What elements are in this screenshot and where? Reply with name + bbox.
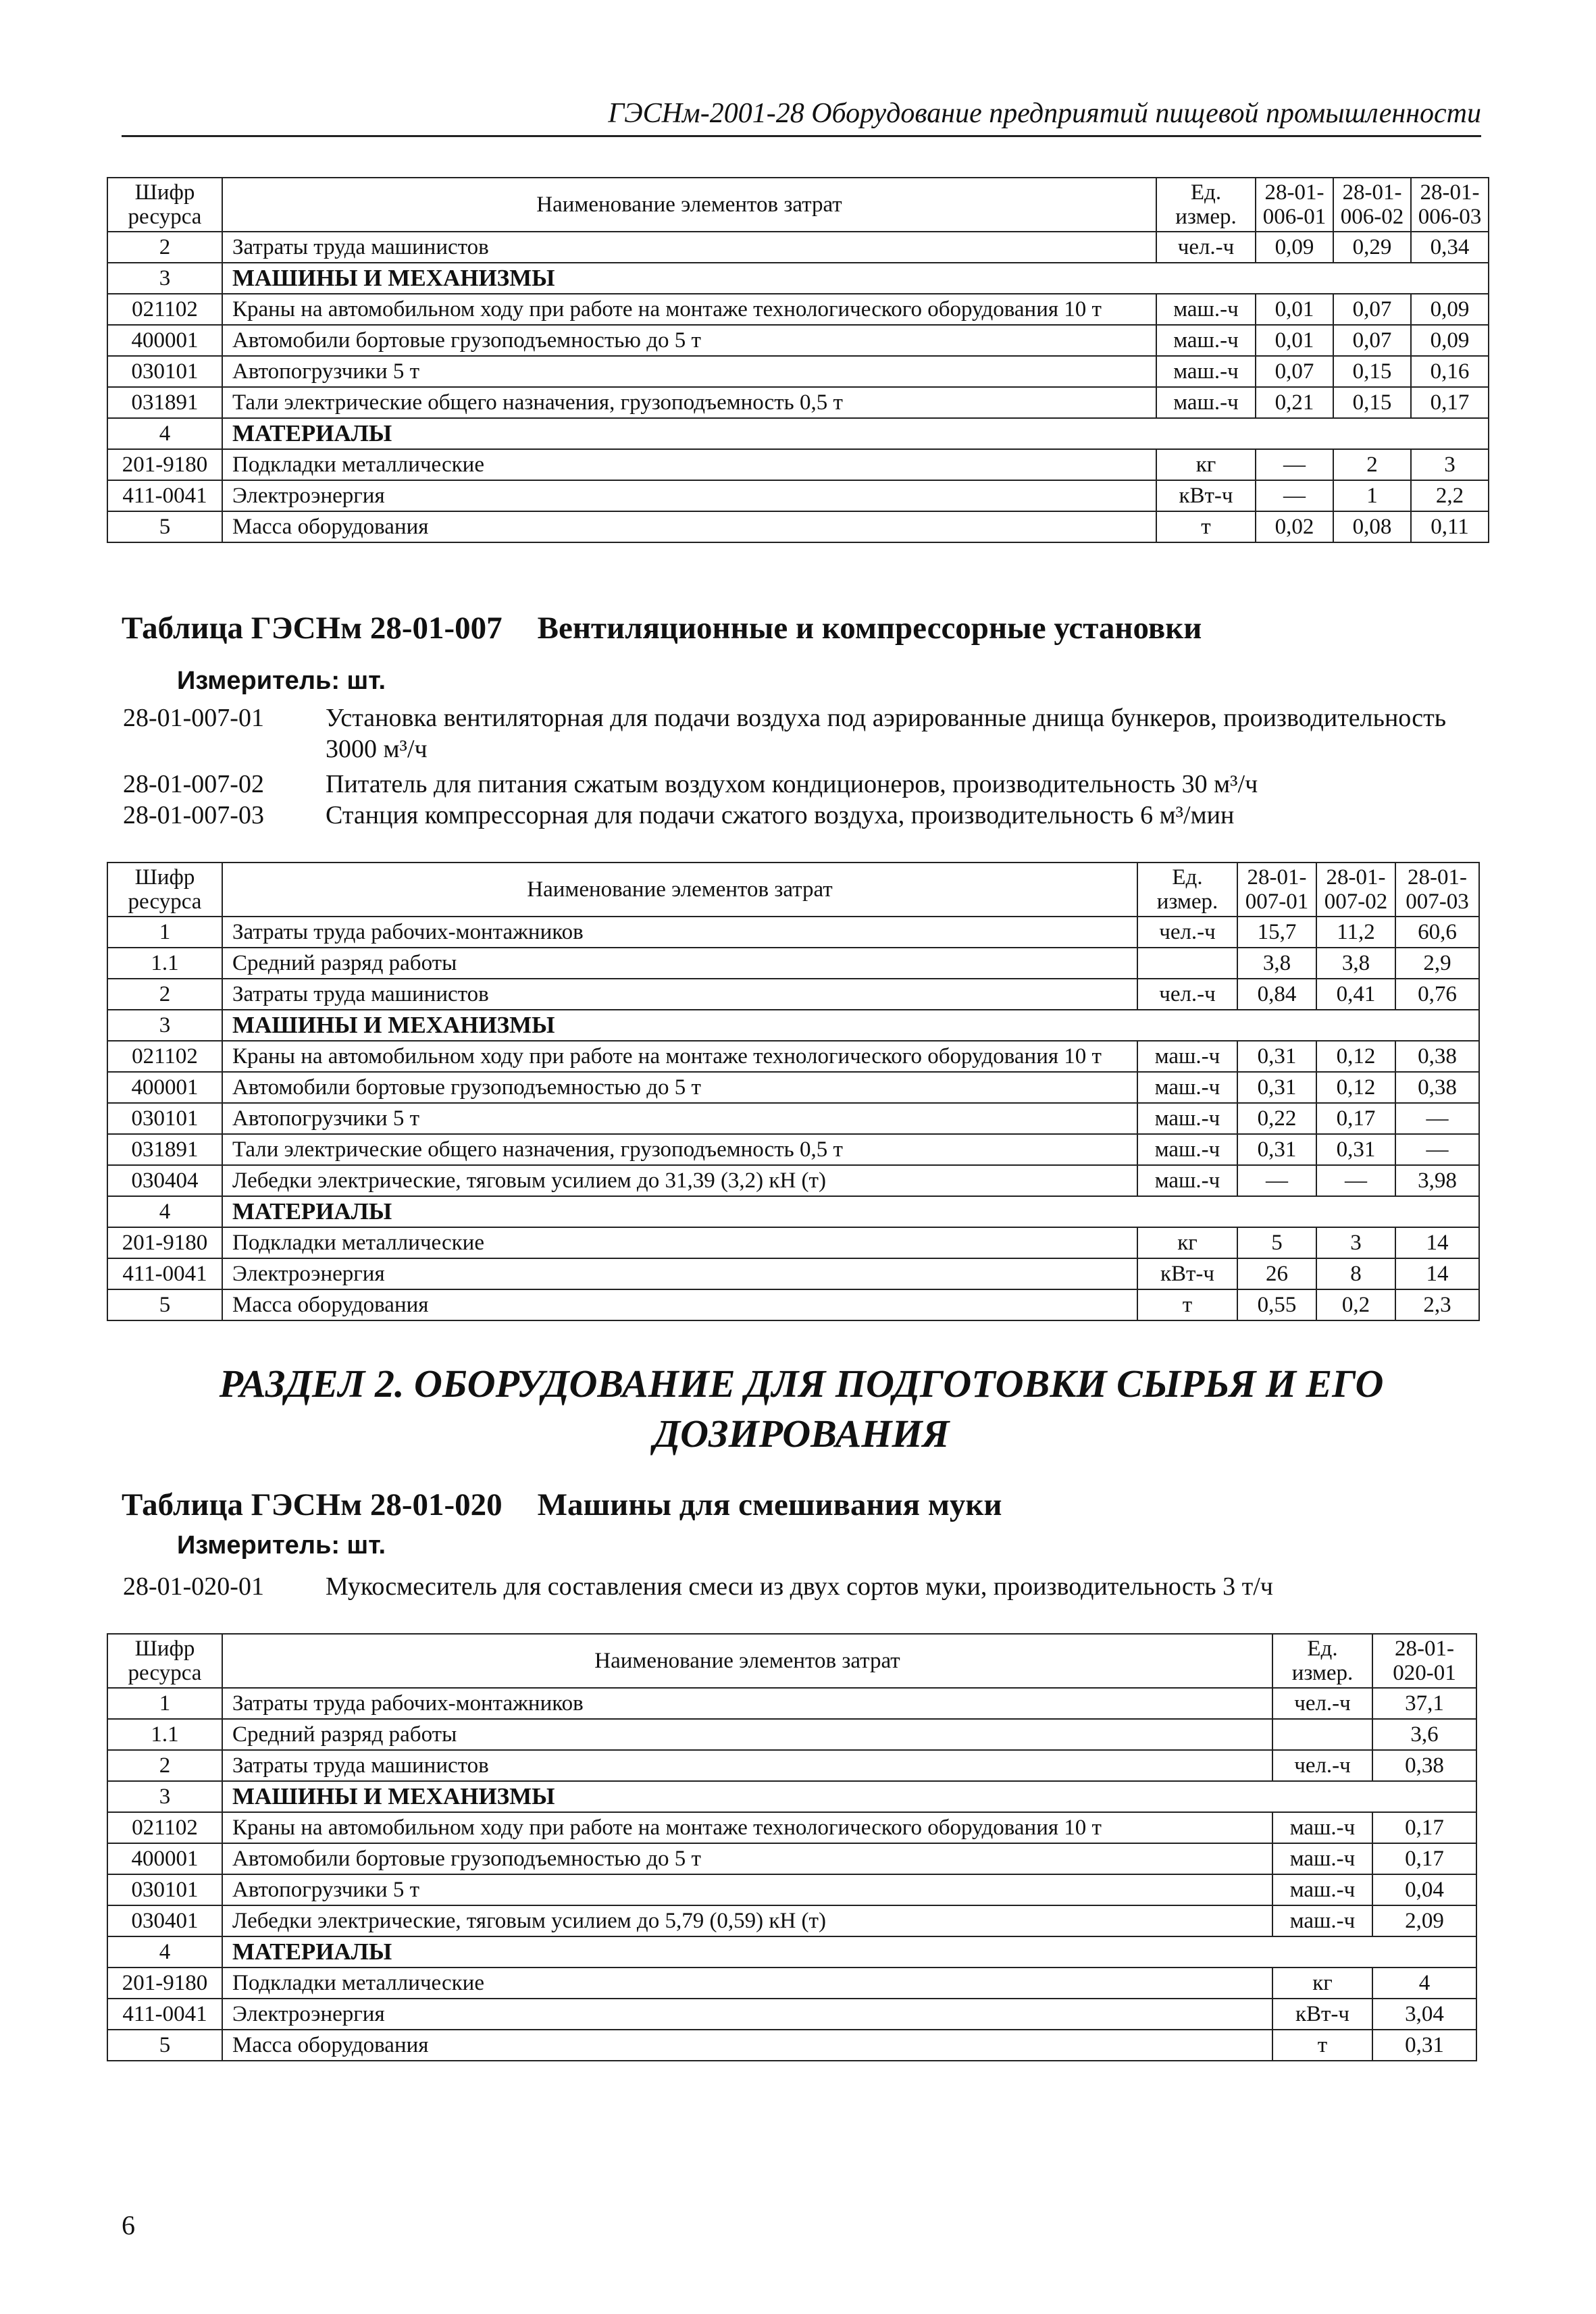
norm-value: 0,38 (1372, 1750, 1476, 1781)
norm-value: 0,09 (1411, 294, 1489, 325)
item-desc: Установка вентиляторная для подачи воздуха под аэрированные днища бункеров, производительность 3000 м³/ч (326, 704, 1447, 763)
norm-value: 0,04 (1372, 1874, 1476, 1905)
col-header-unit-top: Ед. (1190, 180, 1222, 205)
resource-code: 2 (107, 979, 222, 1010)
resource-name: Автопогрузчики 5 т (222, 356, 1156, 387)
resource-name: Средний разряд работы (222, 1719, 1272, 1750)
unit: т (1156, 511, 1256, 542)
norm-value: 3,04 (1372, 1999, 1476, 2030)
norm-value: 0,01 (1256, 325, 1333, 356)
section-row (107, 263, 1489, 294)
item-code: 28-01-020-01 (123, 1572, 264, 1601)
resource-name: Затраты труда машинистов (222, 232, 1156, 263)
table-020-name: Машины для смешивания муки (537, 1487, 1002, 1522)
norm-value: — (1256, 449, 1333, 480)
norm-value: 2 (1333, 449, 1411, 480)
resource-code: 411-0041 (107, 1999, 222, 2030)
table-row (107, 511, 1489, 542)
norm-value: 0,38 (1395, 1041, 1479, 1072)
unit: маш.-ч (1156, 325, 1256, 356)
unit: маш.-ч (1137, 1103, 1237, 1134)
norm-value: 0,55 (1237, 1289, 1316, 1320)
col-header-norm (1237, 863, 1316, 917)
unit: маш.-ч (1272, 1905, 1372, 1936)
table-row (107, 1227, 1479, 1258)
table-row (107, 948, 1479, 979)
resource-name: Затраты труда машинистов (222, 1750, 1272, 1781)
section-name: МАШИНЫ И МЕХАНИЗМЫ (222, 263, 1489, 294)
table-row (107, 449, 1489, 480)
col-header-code-top: Шифр (134, 865, 195, 890)
resource-code: 021102 (107, 1812, 222, 1843)
resource-name: Краны на автомобильном ходу при работе на монтаже технологического оборудования 10 т (222, 1812, 1272, 1843)
table-row (107, 480, 1489, 511)
unit: чел.-ч (1137, 979, 1237, 1010)
norm-value: 0,15 (1333, 356, 1411, 387)
unit: кг (1137, 1227, 1237, 1258)
resource-code: 4 (107, 1936, 222, 1968)
table-row (107, 979, 1479, 1010)
resource-code: 031891 (107, 1134, 222, 1165)
unit: кг (1156, 449, 1256, 480)
table-row (107, 1968, 1476, 1999)
unit: маш.-ч (1137, 1134, 1237, 1165)
col-header-unit (1156, 178, 1256, 232)
section-name: МАШИНЫ И МЕХАНИЗМЫ (222, 1781, 1476, 1812)
unit: чел.-ч (1272, 1750, 1372, 1781)
resource-code: 021102 (107, 1041, 222, 1072)
col-header-code-bottom: ресурса (128, 205, 202, 229)
resource-code: 1.1 (107, 948, 222, 979)
section-name: МАТЕРИАЛЫ (222, 418, 1489, 449)
norm-value: 0,22 (1237, 1103, 1316, 1134)
resource-name: Автопогрузчики 5 т (222, 1874, 1272, 1905)
table-006 (107, 177, 1489, 543)
resource-name: Затраты труда рабочих-монтажников (222, 1688, 1272, 1719)
resource-code: 030101 (107, 1874, 222, 1905)
norm-value: — (1256, 480, 1333, 511)
section-row (107, 1781, 1476, 1812)
norm-value: 0,02 (1256, 511, 1333, 542)
norm-value: 0,07 (1256, 356, 1333, 387)
table-row (107, 356, 1489, 387)
table-020-item-1 (123, 1571, 1481, 1602)
resource-name: Масса оборудования (222, 2030, 1272, 2061)
norm-value: 2,2 (1411, 480, 1489, 511)
resource-name: Подкладки металлические (222, 1227, 1137, 1258)
resource-code: 030101 (107, 1103, 222, 1134)
resource-code: 030101 (107, 356, 222, 387)
resource-code: 400001 (107, 1843, 222, 1874)
resource-code: 400001 (107, 325, 222, 356)
norm-value: 0,01 (1256, 294, 1333, 325)
table-row (107, 1041, 1479, 1072)
resource-code: 5 (107, 2030, 222, 2061)
table-row (107, 1289, 1479, 1320)
norm-value: 0,17 (1411, 387, 1489, 418)
unit: маш.-ч (1272, 1874, 1372, 1905)
table-020-title (122, 1485, 1002, 1525)
resource-code: 5 (107, 511, 222, 542)
norm-value: — (1316, 1165, 1395, 1196)
table-row (107, 1072, 1479, 1103)
table-row (107, 1103, 1479, 1134)
resource-code: 5 (107, 1289, 222, 1320)
table-header-row (107, 1634, 1476, 1688)
resource-code: 3 (107, 1781, 222, 1812)
table-row (107, 917, 1479, 948)
header-title: ГЭСНм-2001-28 Оборудование предприятий пищевой промышленности (608, 98, 1481, 129)
section-2-heading (122, 1359, 1481, 1459)
resource-code: 030401 (107, 1905, 222, 1936)
resource-code: 030404 (107, 1165, 222, 1196)
unit: чел.-ч (1156, 232, 1256, 263)
table-header-row (107, 178, 1489, 232)
resource-name: Масса оборудования (222, 511, 1156, 542)
section-2-line-1: РАЗДЕЛ 2. ОБОРУДОВАНИЕ ДЛЯ ПОДГОТОВКИ СЫРЬЯ И ЕГО (219, 1362, 1384, 1406)
norm-value: 4 (1372, 1968, 1476, 1999)
table-header-row (107, 863, 1479, 917)
norm-code-top: 28-01- (1247, 865, 1307, 890)
unit: маш.-ч (1137, 1072, 1237, 1103)
item-code: 28-01-007-02 (123, 770, 264, 798)
section-row (107, 1196, 1479, 1227)
col-header-name: Наименование элементов затрат (222, 863, 1137, 917)
norm-value: — (1395, 1134, 1479, 1165)
norm-value: 0,29 (1333, 232, 1411, 263)
norm-value: 0,17 (1372, 1843, 1476, 1874)
resource-name: Лебедки электрические, тяговым усилием до 5,79 (0,59) кН (т) (222, 1905, 1272, 1936)
unit: кВт-ч (1137, 1258, 1237, 1289)
norm-code-top: 28-01- (1395, 1637, 1454, 1661)
unit: маш.-ч (1137, 1041, 1237, 1072)
col-header-unit-bottom: измер. (1175, 205, 1237, 229)
norm-value: 0,17 (1316, 1103, 1395, 1134)
resource-name: Автомобили бортовые грузоподъемностью до 5 т (222, 325, 1156, 356)
table-007-name: Вентиляционные и компрессорные установки (537, 611, 1202, 646)
resource-code: 021102 (107, 294, 222, 325)
resource-code: 201-9180 (107, 1968, 222, 1999)
norm-code-top: 28-01- (1408, 865, 1467, 890)
table-row (107, 1843, 1476, 1874)
unit (1137, 948, 1237, 979)
norm-value: 0,41 (1316, 979, 1395, 1010)
resource-code: 1 (107, 1688, 222, 1719)
col-header-unit-bottom: измер. (1156, 890, 1218, 914)
resource-name: Лебедки электрические, тяговым усилием до 31,39 (3,2) кН (т) (222, 1165, 1137, 1196)
resource-name: Электроэнергия (222, 1999, 1272, 2030)
col-header-unit-top: Ед. (1307, 1637, 1338, 1661)
table-row (107, 2030, 1476, 2061)
table-row (107, 1719, 1476, 1750)
unit: маш.-ч (1272, 1812, 1372, 1843)
section-name: МАТЕРИАЛЫ (222, 1936, 1476, 1968)
norm-value: 0,84 (1237, 979, 1316, 1010)
norm-value: 0,15 (1333, 387, 1411, 418)
norm-value: 0,09 (1256, 232, 1333, 263)
norm-code-bottom: 020-01 (1393, 1661, 1456, 1685)
table-007-code: Таблица ГЭСНм 28-01-007 (122, 611, 503, 646)
norm-value: 0,76 (1395, 979, 1479, 1010)
resource-name: Автомобили бортовые грузоподъемностью до 5 т (222, 1843, 1272, 1874)
resource-code: 1 (107, 917, 222, 948)
col-header-norm (1395, 863, 1479, 917)
norm-value: 0,11 (1411, 511, 1489, 542)
resource-code: 3 (107, 1010, 222, 1041)
norm-value: 0,09 (1411, 325, 1489, 356)
norm-value: 3,6 (1372, 1719, 1476, 1750)
section-2-line-2: ДОЗИРОВАНИЯ (653, 1412, 950, 1456)
table-row (107, 294, 1489, 325)
norm-value: 3,8 (1237, 948, 1316, 979)
resource-name: Подкладки металлические (222, 1968, 1272, 1999)
resource-code: 3 (107, 263, 222, 294)
table-row (107, 232, 1489, 263)
section-name: МАТЕРИАЛЫ (222, 1196, 1479, 1227)
table-007-item-3 (123, 800, 1481, 831)
col-header-norm (1411, 178, 1489, 232)
norm-code-bottom: 006-02 (1340, 205, 1404, 229)
norm-value: 26 (1237, 1258, 1316, 1289)
section-row (107, 1010, 1479, 1041)
resource-name: Электроэнергия (222, 1258, 1137, 1289)
norm-value: 0,31 (1237, 1041, 1316, 1072)
table-row (107, 1165, 1479, 1196)
norm-value: 8 (1316, 1258, 1395, 1289)
col-header-code-top: Шифр (134, 1637, 195, 1661)
norm-value: 1 (1333, 480, 1411, 511)
norm-value: — (1395, 1103, 1479, 1134)
norm-value: 3 (1411, 449, 1489, 480)
norm-value: 0,31 (1237, 1134, 1316, 1165)
running-header (122, 95, 1481, 137)
norm-value: 14 (1395, 1227, 1479, 1258)
resource-name: Тали электрические общего назначения, грузоподъемность 0,5 т (222, 387, 1156, 418)
table-row (107, 1812, 1476, 1843)
col-header-unit (1272, 1634, 1372, 1688)
resource-name: Автопогрузчики 5 т (222, 1103, 1137, 1134)
norm-value: 15,7 (1237, 917, 1316, 948)
table-row (107, 387, 1489, 418)
item-desc: Станция компрессорная для подачи сжатого воздуха, производительность 6 м³/мин (326, 801, 1235, 829)
norm-code-top: 28-01- (1326, 865, 1386, 890)
unit: маш.-ч (1272, 1843, 1372, 1874)
norm-value: 0,31 (1372, 2030, 1476, 2061)
norm-value: 2,09 (1372, 1905, 1476, 1936)
unit: чел.-ч (1272, 1688, 1372, 1719)
unit: т (1137, 1289, 1237, 1320)
norm-value: 14 (1395, 1258, 1479, 1289)
norm-value: 0,31 (1237, 1072, 1316, 1103)
table-020 (107, 1633, 1477, 2061)
unit: кВт-ч (1156, 480, 1256, 511)
col-header-code (107, 178, 222, 232)
resource-name: Краны на автомобильном ходу при работе на монтаже технологического оборудования 10 т (222, 1041, 1137, 1072)
resource-code: 1.1 (107, 1719, 222, 1750)
unit (1272, 1719, 1372, 1750)
norm-value: 0,2 (1316, 1289, 1395, 1320)
norm-value: 0,31 (1316, 1134, 1395, 1165)
col-header-norm (1333, 178, 1411, 232)
unit: маш.-ч (1156, 387, 1256, 418)
resource-name: Затраты труда машинистов (222, 979, 1137, 1010)
norm-value: 0,12 (1316, 1072, 1395, 1103)
table-row (107, 1905, 1476, 1936)
table-007-measure: Измеритель: шт. (177, 667, 386, 695)
norm-code-bottom: 007-02 (1324, 890, 1388, 914)
resource-code: 2 (107, 232, 222, 263)
norm-code-top: 28-01- (1264, 180, 1324, 205)
norm-value: 0,12 (1316, 1041, 1395, 1072)
norm-value: 3,98 (1395, 1165, 1479, 1196)
resource-code: 201-9180 (107, 1227, 222, 1258)
table-007-item-1 (123, 702, 1481, 765)
resource-name: Тали электрические общего назначения, грузоподъемность 0,5 т (222, 1134, 1137, 1165)
unit: маш.-ч (1156, 356, 1256, 387)
unit: т (1272, 2030, 1372, 2061)
norm-value: 60,6 (1395, 917, 1479, 948)
norm-code-top: 28-01- (1420, 180, 1480, 205)
col-header-unit (1137, 863, 1237, 917)
page-number: 6 (122, 2210, 135, 2240)
table-020-measure: Измеритель: шт. (177, 1531, 386, 1560)
table-row (107, 1874, 1476, 1905)
unit: кВт-ч (1272, 1999, 1372, 2030)
resource-code: 400001 (107, 1072, 222, 1103)
col-header-code-bottom: ресурса (128, 890, 202, 914)
table-row (107, 1688, 1476, 1719)
col-header-code (107, 863, 222, 917)
resource-name: Автомобили бортовые грузоподъемностью до 5 т (222, 1072, 1137, 1103)
resource-code: 031891 (107, 387, 222, 418)
item-desc: Питатель для питания сжатым воздухом кондиционеров, производительность 30 м³/ч (326, 770, 1258, 798)
resource-name: Средний разряд работы (222, 948, 1137, 979)
norm-code-bottom: 006-01 (1262, 205, 1327, 229)
table-row (107, 1258, 1479, 1289)
norm-code-bottom: 007-03 (1406, 890, 1469, 914)
resource-code: 201-9180 (107, 449, 222, 480)
resource-code: 2 (107, 1750, 222, 1781)
item-desc: Мукосмеситель для составления смеси из двух сортов муки, производительность 3 т/ч (326, 1572, 1273, 1601)
col-header-code (107, 1634, 222, 1688)
resource-name: Затраты труда рабочих-монтажников (222, 917, 1137, 948)
norm-value: 2,3 (1395, 1289, 1479, 1320)
norm-value: 37,1 (1372, 1688, 1476, 1719)
col-header-name: Наименование элементов затрат (222, 1634, 1272, 1688)
table-020-code: Таблица ГЭСНм 28-01-020 (122, 1487, 503, 1522)
table-row (107, 1750, 1476, 1781)
norm-value: 3 (1316, 1227, 1395, 1258)
norm-value: 0,34 (1411, 232, 1489, 263)
norm-code-bottom: 007-01 (1245, 890, 1309, 914)
table-row (107, 325, 1489, 356)
norm-value: 11,2 (1316, 917, 1395, 948)
norm-value: 0,07 (1333, 294, 1411, 325)
section-name: МАШИНЫ И МЕХАНИЗМЫ (222, 1010, 1479, 1041)
unit: чел.-ч (1137, 917, 1237, 948)
norm-value: 3,8 (1316, 948, 1395, 979)
unit: кг (1272, 1968, 1372, 1999)
norm-value: 2,9 (1395, 948, 1479, 979)
norm-code-bottom: 006-03 (1418, 205, 1482, 229)
norm-value: 0,38 (1395, 1072, 1479, 1103)
col-header-unit-top: Ед. (1172, 865, 1203, 890)
norm-value: 0,16 (1411, 356, 1489, 387)
section-row (107, 1936, 1476, 1968)
col-header-unit-bottom: измер. (1291, 1661, 1354, 1685)
col-header-norm (1256, 178, 1333, 232)
norm-code-top: 28-01- (1342, 180, 1402, 205)
resource-name: Электроэнергия (222, 480, 1156, 511)
table-row (107, 1134, 1479, 1165)
table-row (107, 1999, 1476, 2030)
col-header-code-top: Шифр (134, 180, 195, 205)
resource-name: Подкладки металлические (222, 449, 1156, 480)
norm-value: 0,17 (1372, 1812, 1476, 1843)
item-code: 28-01-007-03 (123, 801, 264, 829)
unit: маш.-ч (1137, 1165, 1237, 1196)
col-header-code-bottom: ресурса (128, 1661, 202, 1685)
resource-name: Масса оборудования (222, 1289, 1137, 1320)
resource-code: 4 (107, 418, 222, 449)
section-row (107, 418, 1489, 449)
norm-value: 5 (1237, 1227, 1316, 1258)
unit: маш.-ч (1156, 294, 1256, 325)
col-header-name: Наименование элементов затрат (222, 178, 1156, 232)
resource-code: 411-0041 (107, 480, 222, 511)
resource-code: 411-0041 (107, 1258, 222, 1289)
norm-value: 0,07 (1333, 325, 1411, 356)
norm-value: 0,21 (1256, 387, 1333, 418)
norm-value: — (1237, 1165, 1316, 1196)
resource-name: Краны на автомобильном ходу при работе на монтаже технологического оборудования 10 т (222, 294, 1156, 325)
table-007-title (122, 608, 1202, 648)
col-header-norm (1372, 1634, 1476, 1688)
norm-value: 0,08 (1333, 511, 1411, 542)
col-header-norm (1316, 863, 1395, 917)
table-007 (107, 862, 1480, 1321)
table-007-item-2 (123, 769, 1481, 800)
item-code: 28-01-007-01 (123, 704, 264, 732)
resource-code: 4 (107, 1196, 222, 1227)
